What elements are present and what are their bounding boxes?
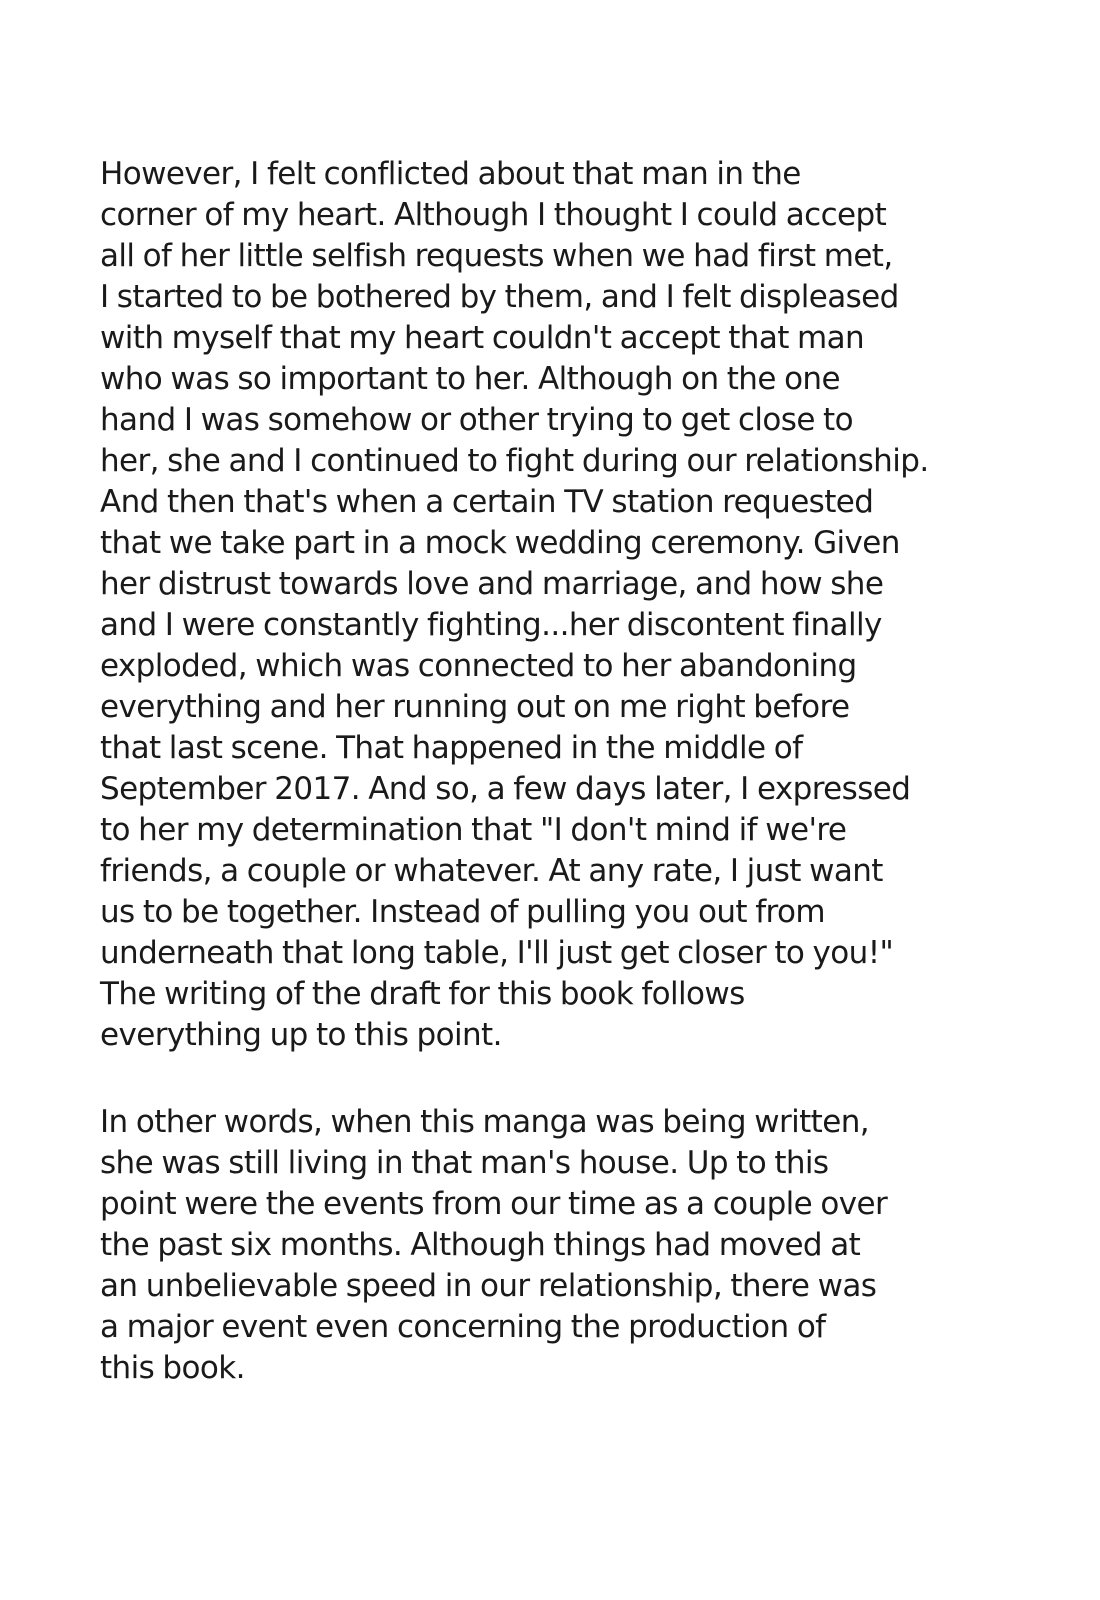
paragraph-2 (100, 1102, 1000, 1389)
text-line: I started to be bothered by them, and I felt displeased (100, 279, 899, 315)
text-line: all of her little selfish requests when we had first met, (100, 238, 893, 274)
text-line: with myself that my heart couldn't accept that man (100, 320, 865, 356)
text-line: underneath that long table, I'll just get closer to you!" (100, 935, 894, 971)
text-line: corner of my heart. Although I thought I could accept (100, 197, 887, 233)
text-line: everything and her running out on me right before (100, 689, 850, 725)
text-line: her distrust towards love and marriage, and how she (100, 566, 884, 602)
text-line: us to be together. Instead of pulling you out from (100, 894, 825, 930)
text-line: point were the events from our time as a couple over (100, 1186, 888, 1222)
text-line: hand I was somehow or other trying to get close to (100, 402, 853, 438)
text-line: the past six months. Although things had moved at (100, 1227, 861, 1263)
text-line: that we take part in a mock wedding ceremony. Given (100, 525, 900, 561)
text-line: The writing of the draft for this book follows (100, 976, 745, 1012)
text-line: an unbelievable speed in our relationship, there was (100, 1268, 877, 1304)
text-line: to her my determination that "I don't mind if we're (100, 812, 847, 848)
text-line: And then that's when a certain TV station requested (100, 484, 874, 520)
text-line: that last scene. That happened in the middle of (100, 730, 803, 766)
paragraph-1 (100, 154, 1000, 1056)
text-line: However, I felt conflicted about that man in the (100, 156, 801, 192)
text-line: September 2017. And so, a few days later, I expressed (100, 771, 911, 807)
text-line: exploded, which was connected to her abandoning (100, 648, 857, 684)
text-line: everything up to this point. (100, 1017, 502, 1053)
text-line: In other words, when this manga was being written, (100, 1104, 869, 1140)
text-line: a major event even concerning the production of (100, 1309, 826, 1345)
text-line: this book. (100, 1350, 245, 1386)
text-line: friends, a couple or whatever. At any rate, I just want (100, 853, 883, 889)
text-line: she was still living in that man's house. Up to this (100, 1145, 829, 1181)
text-line: her, she and I continued to fight during our relationship. (100, 443, 929, 479)
text-line: who was so important to her. Although on the one (100, 361, 840, 397)
text-line: and I were constantly fighting...her discontent finally (100, 607, 882, 643)
